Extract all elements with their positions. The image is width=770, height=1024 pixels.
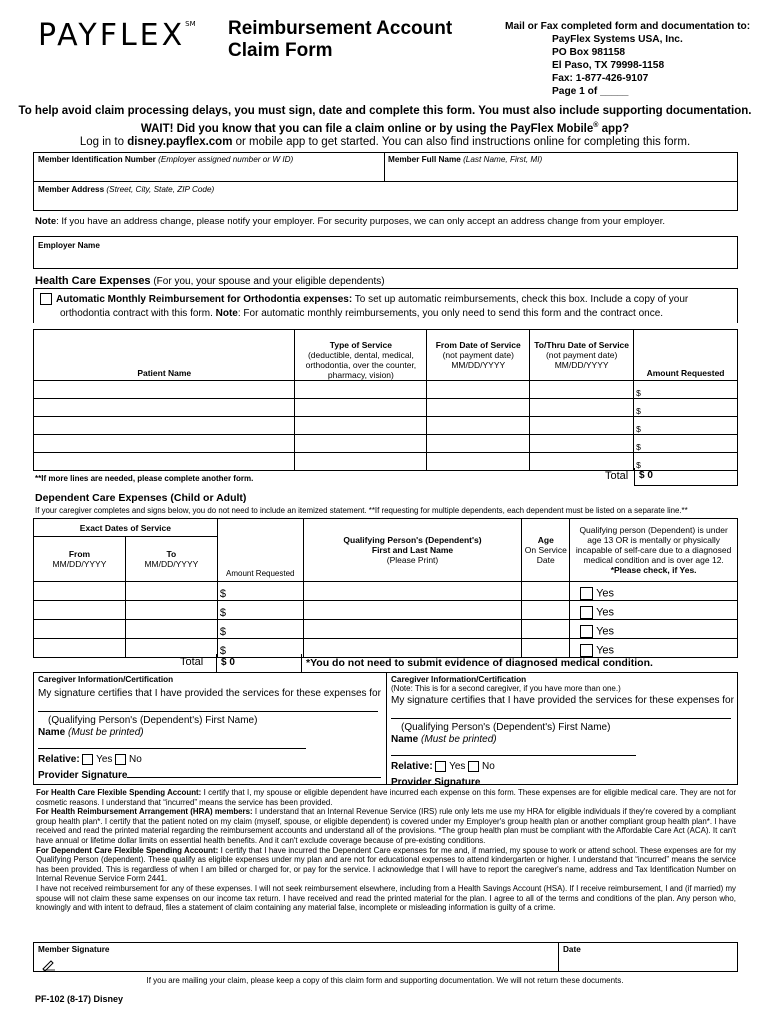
col-to-date: To/Thru Date of Service (not payment date) MM/DD/YYYY [530, 330, 634, 381]
intro-line-2: WAIT! Did you know that you can file a claim online or by using the PayFlex Mobile® app? [140, 121, 630, 135]
col-exact-dates: Exact Dates of Service [34, 519, 218, 537]
orthodontia-checkbox[interactable] [40, 293, 52, 305]
hra-certification: For Health Reimbursement Arrangement (HRA) members: I understand that an Internal Revenue Service (IRS) rule only lets me use my HRA for eligible individuals if they're covered by a compliant group health plan*. I certify that the patient noted on my claim (myself, spouse, or eligible dependent) is covered under my Employer's group health plan or another compliant group health plan*. I have received and read the printed material regarding the reimbursement accounts and understand all of the provisions. *The group health plan must be compliant with the Affordable Care Act (ACA). It can't have annual or lifetime dollar limits on essential health benefits. And it can't exclude coverage because of pre-existing conditions. [36, 807, 736, 845]
caregiver2-relative-yes-checkbox[interactable] [435, 761, 446, 772]
form-title [228, 18, 452, 62]
table-row: $ [34, 435, 738, 453]
address-note: Note: If you have an address change, please notify your employer. For security purposes, we can only accept an address change from your employer. [35, 216, 665, 227]
col-patient-name: Patient Name [34, 330, 295, 381]
member-signature-field[interactable]: Member Signature [34, 943, 559, 971]
dependent-care-heading: Dependent Care Expenses (Child or Adult) [35, 492, 247, 504]
mail-line: Fax: 1-877-426-9107 [552, 73, 649, 84]
member-name-field[interactable]: Member Full Name (Last Name, First, MI) [388, 155, 543, 164]
pen-icon [42, 958, 56, 976]
caregiver2-dependent-name-line[interactable] [391, 706, 731, 719]
caregiver1-name-line[interactable] [38, 738, 306, 749]
dependent-fsa-certification: For Dependent Care Flexible Spending Account: I certify that I have incurred the Dependent Care expenses for me and, if married, my spouse to work or attend school. These expenses are for my Qualifying Person (dependent). These qualify as eligible expenses under my plan and are not for educational expenses to attend kindergarten or higher. I understand that “incurred” means the service has been provided. This is regardless of when I am billed or charged for, or pay for the service. I acknowledge that I will have to report the caregiver's name, address and Tax Identification Number on Internal Revenue Service Form 2441. [36, 845, 737, 884]
col-amount: Amount Requested [217, 519, 303, 582]
logo-text: PAYFLEX [38, 18, 186, 53]
col-qualification: Qualifying person (Dependent) is under age 13 OR is mentally or physically incapable of self-care due to a diagnosed medical condition and is over age 12. *Please check, if Yes. [570, 519, 738, 582]
caregiver1-relative-yes-checkbox[interactable] [82, 754, 93, 765]
intro-line-1: To help avoid claim processing delays, you must sign, date and complete this form. You must also include supporting documentation. [18, 105, 752, 117]
mail-line: El Paso, TX 79998-1158 [552, 60, 665, 71]
table-row: $ Yes [34, 639, 738, 658]
health-care-table [33, 329, 738, 471]
yes-checkbox[interactable] [580, 606, 593, 619]
col-amount: Amount Requested [634, 330, 738, 381]
certification-legal-text [36, 788, 736, 913]
caregiver-2: Caregiver Information/Certification (Note: This is for a second caregiver, if you have more than one.) My signature certifies that I have provided the services for these expenses for (Qualifying Person's (Dependent's) First Name) Name (Must be printed) Relative: Yes No Provider Signature [391, 675, 734, 789]
table-row: $ [34, 381, 738, 399]
yes-checkbox[interactable] [580, 625, 593, 638]
health-total-label: Total [605, 470, 629, 482]
mail-line: PayFlex Systems USA, Inc. [552, 34, 683, 45]
col-qualifying-person: Qualifying Person's (Dependent's) First and Last Name (Please Print) [303, 519, 522, 582]
caregiver2-signature-line[interactable] [480, 774, 730, 785]
caregiver1-dependent-name-line[interactable] [38, 699, 378, 712]
mail-line: PO Box 981158 [552, 47, 626, 58]
caregiver-certification-box [33, 672, 738, 789]
health-total-value: $ 0 [634, 468, 738, 486]
dependent-care-table [33, 518, 738, 658]
caregiver2-relative-no-checkbox[interactable] [468, 761, 479, 772]
intro-instructions [0, 105, 770, 149]
table-row: $ Yes [34, 601, 738, 620]
health-care-heading: Health Care Expenses (For you, your spouse and your eligible dependents) [35, 275, 385, 287]
table-row: $ [34, 453, 738, 471]
member-id-field[interactable]: Member Identification Number (Employer assigned number or W ID) [34, 153, 385, 181]
caregiver1-signature-line[interactable] [127, 767, 381, 778]
member-address-field[interactable]: Member Address (Street, City, State, ZIP Code) [33, 181, 738, 211]
col-from: From MM/DD/YYYY [34, 537, 126, 582]
mail-heading: Mail or Fax completed form and documentation to: [505, 21, 751, 32]
date-field[interactable]: Date [563, 945, 581, 954]
caregiver-1: Caregiver Information/Certification My signature certifies that I have provided the services for these expenses for (Qualifying Person's (Dependent's) First Name) Name (Must be printed) Relative: Yes No Provider Signature [38, 675, 381, 782]
general-certification: I have not received reimbursement for any of these expenses. I will not seek reimbursement elsewhere, including from a Health Savings Account (HSA). If I receive reimbursement, I and (if married) my spouse will not claim these same expenses on our income tax return. I have received and read the printed material for the plan. I agree to all of the terms and conditions of the plan. Any person who, knowingly and with intent to defraud, files a statement of claim containing any material false, incomplete or misleading information is guilty of a crime. [36, 883, 736, 913]
dependent-care-instructions: If your caregiver completes and signs below, you do not need to include an itemized statement. **If requesting for multiple dependents, each dependent must be listed on a separate line.** [35, 506, 688, 515]
health-fsa-certification: For Health Care Flexible Spending Account: I certify that I, my spouse or eligible dependent have incurred each expense on this form. These expenses are for eligible medical care. They are not for cosmetic reasons. I understand that “incurred” means the service has been provided. [36, 788, 736, 807]
payflex-logo [38, 18, 196, 53]
title-line-2: Claim Form [228, 40, 333, 61]
yes-checkbox[interactable] [580, 587, 593, 600]
orthodontia-box: Automatic Monthly Reimbursement for Orthodontia expenses: To set up automatic reimbursements, check this box. Include a copy of your orthodontia contract with this form. Note: For automatic monthly reimbursements, you only need to send this form and the contract once. [33, 288, 738, 323]
intro-line-3: Log in to disney.payflex.com or mobile app to get started. You can also find instructions online for completing this form. [79, 135, 691, 148]
form-id: PF-102 (8-17) Disney [35, 994, 124, 1004]
table-row: $ [34, 417, 738, 435]
title-line-1: Reimbursement Account [228, 18, 453, 39]
table-row: $ Yes [34, 582, 738, 601]
signature-row [33, 942, 738, 972]
table-row: $ Yes [34, 620, 738, 639]
col-to: To MM/DD/YYYY [125, 537, 217, 582]
col-from-date: From Date of Service (not payment date) MM/DD/YYYY [427, 330, 530, 381]
member-id-name-row [33, 152, 738, 182]
caregiver2-name-line[interactable] [391, 745, 636, 756]
dependent-total-label: Total [180, 656, 204, 668]
payflex-link[interactable]: disney.payflex.com [127, 135, 233, 148]
mail-address-block [505, 20, 750, 98]
no-evidence-note: *You do not need to submit evidence of diagnosed medical condition. [306, 657, 653, 669]
col-age: Age On Service Date [522, 519, 570, 582]
health-table-header [34, 330, 738, 381]
employer-name-field[interactable]: Employer Name [33, 236, 738, 269]
yes-checkbox[interactable] [580, 644, 593, 657]
dependent-total-value: $ 0 [216, 654, 302, 673]
mailing-note: If you are mailing your claim, please keep a copy of this claim form and supporting documentation. We will not return these documents. [146, 976, 624, 985]
page-number: Page 1 of _____ [552, 86, 629, 97]
more-lines-note: **If more lines are needed, please complete another form. [35, 474, 254, 483]
table-row: $ [34, 399, 738, 417]
logo-mark: SM [185, 20, 196, 28]
caregiver1-relative-no-checkbox[interactable] [115, 754, 126, 765]
col-type-of-service: Type of Service (deductible, dental, medical, orthodontia, over the counter, pharmacy, vision) [295, 330, 427, 381]
